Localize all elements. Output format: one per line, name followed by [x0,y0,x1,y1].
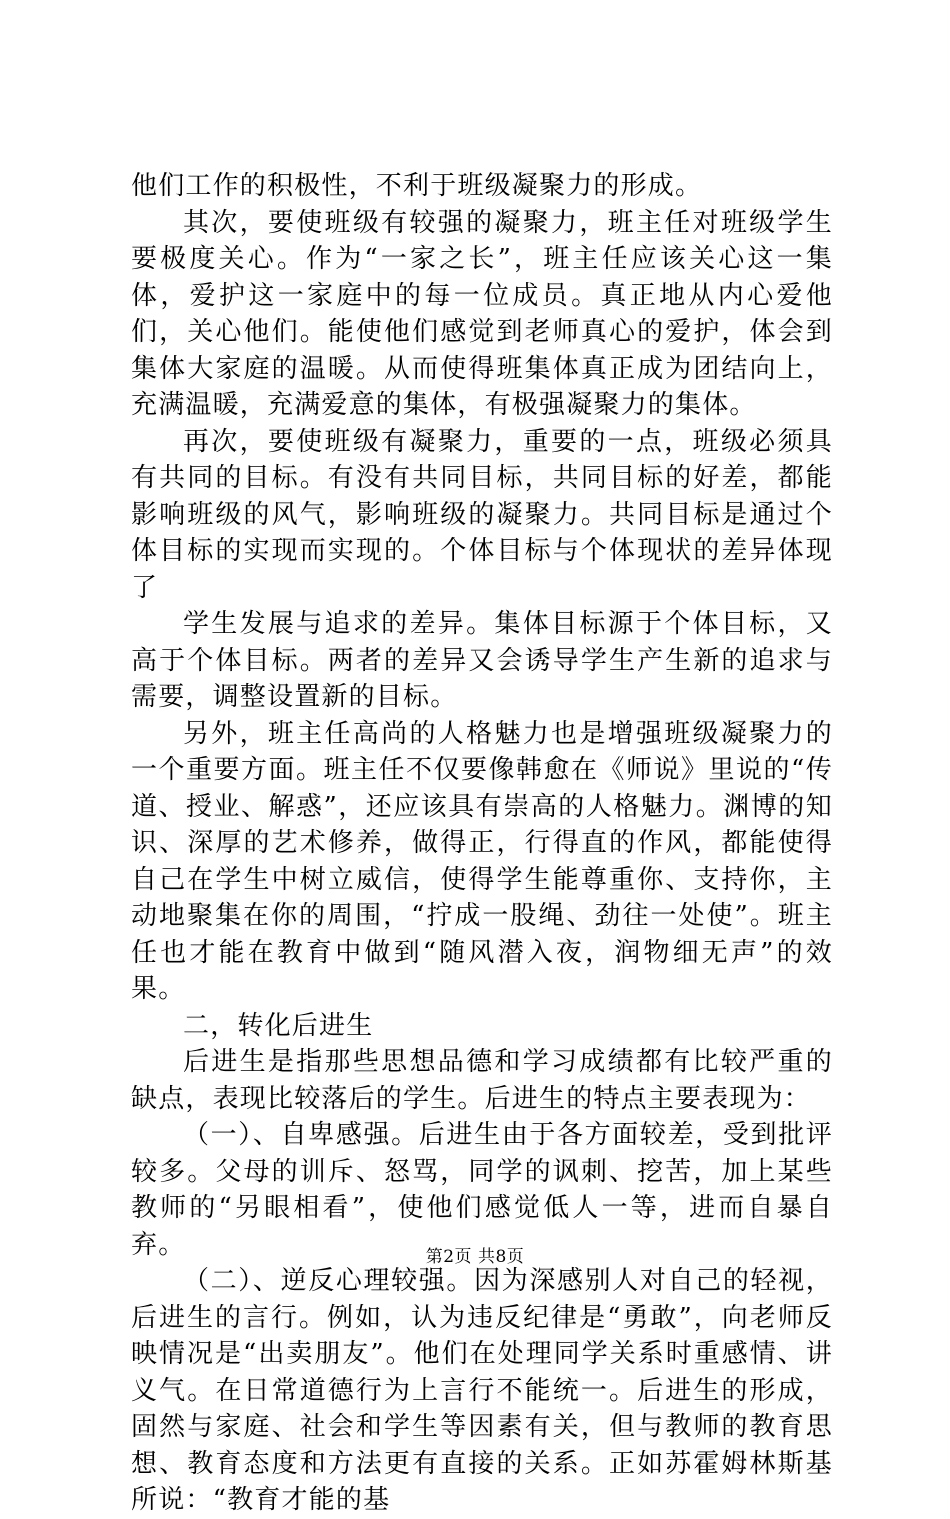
paragraph-9: （二）、逆反心理较强。因为深感别人对自己的轻视，后进生的言行。例如，认为违反纪律是“勇敢”，向老师反映情况是“出卖朋友”。他们在处理同学关系时重感情、讲义气。在日常道德行为上言行不能统一。后进生的形成，固然与家庭、社会和学生等因素有关，但与教师的教育思想、教育态度和方法更有直接的关系。正如苏霍姆林斯基所说：“教育才能的基 [131,1266,833,1515]
document-body [131,168,833,1519]
paragraph-1: 他们工作的积极性，不利于班级凝聚力的形成。 [131,171,703,201]
paragraph-4: 学生发展与追求的差异。集体目标源于个体目标，又高于个体目标。两者的差异又会诱导学生产生新的追求与需要，调整设置新的目标。 [131,609,833,712]
paragraph-8: （一）、自卑感强。后进生由于各方面较差，受到批评较多。父母的训斥、怒骂，同学的讽刺、挖苦，加上某些教师的“另眼相看”，使他们感觉低人一等，进而自暴自弃。 [131,1120,833,1260]
paragraph-7: 后进生是指那些思想品德和学习成绩都有比较严重的缺点，表现比较落后的学生。后进生的特点主要表现为： [131,1047,833,1114]
section-heading: 二，转化后进生 [183,1010,374,1041]
paragraph-5: 另外，班主任高尚的人格魅力也是增强班级凝聚力的一个重要方面。班主任不仅要像韩愈在《师说》里说的“传道、授业、解惑”，还应该具有崇高的人格魅力。渊博的知识、深厚的艺术修养，做得正，行得直的作风，都能使得自己在学生中树立威信，使得学生能尊重你、支持你，主动地聚集在你的周围，“拧成一股绳、劲往一处使”。班主任也才能在教育中做到“随风潜入夜，润物细无声”的效果。 [131,718,833,1004]
paragraph-2: 其次，要使班级有较强的凝聚力，班主任对班级学生要极度关心。作为“一家之长”，班主任应该关心这一集体，爱护这一家庭中的每一位成员。真正地从内心爱他们，关心他们。能使他们感觉到老师真心的爱护，体会到集体大家庭的温暖。从而使得班集体真正成为团结向上，充满温暖，充满爱意的集体，有极强凝聚力的集体。 [131,207,833,420]
paragraph-3: 再次，要使班级有凝聚力，重要的一点，班级必须具有共同的目标。有没有共同目标，共同目标的好差，都能影响班级的风气，影响班级的凝聚力。共同目标是通过个体目标的实现而实现的。个体目标与个体现状的差异体现了 [131,426,833,603]
page-number-footer: 第2页 共8页 [425,1247,525,1267]
